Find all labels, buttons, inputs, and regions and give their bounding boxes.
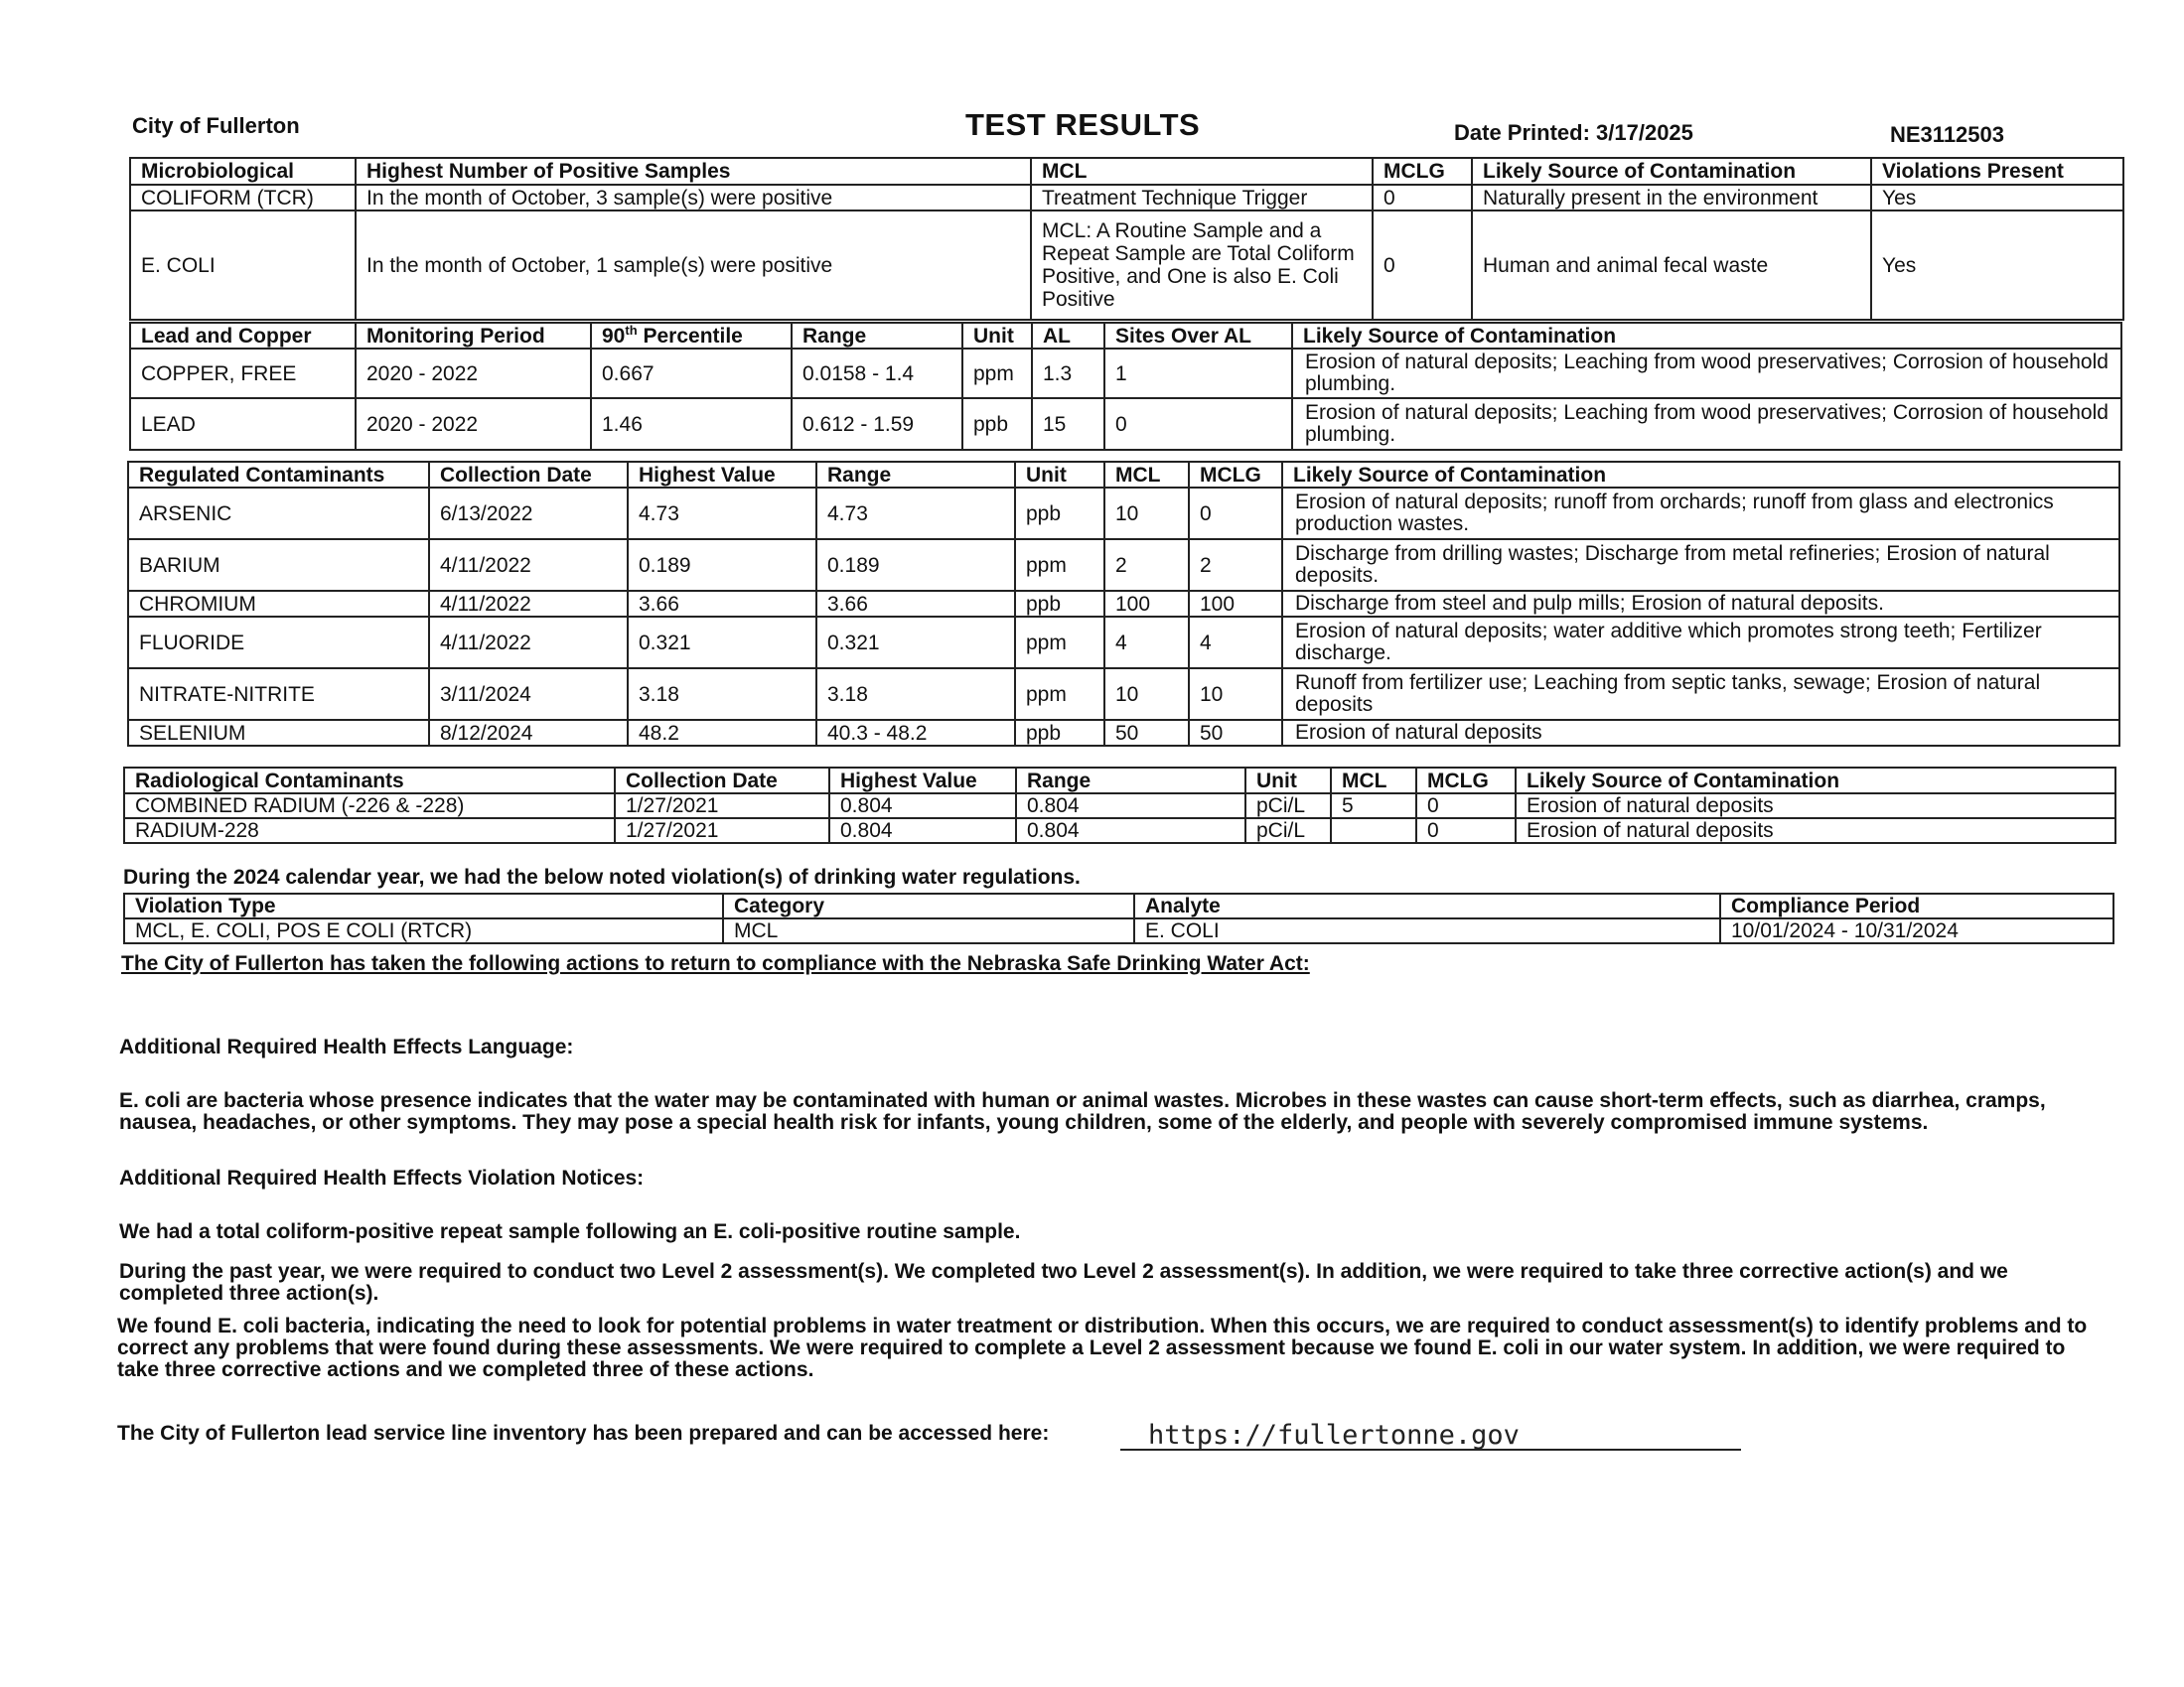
contaminant-name: BARIUM — [128, 539, 429, 591]
col-header: Violation Type — [124, 894, 723, 918]
col-header: Highest Value — [829, 768, 1016, 793]
table-row — [124, 818, 2115, 843]
source-cell: Erosion of natural deposits; runoff from orchards; runoff from glass and electronics production wastes. — [1282, 488, 2119, 539]
violations-table — [123, 893, 2114, 944]
mcl-value: 10 — [1104, 488, 1189, 539]
mclg-value: 0 — [1416, 793, 1516, 818]
collection-date: 3/11/2024 — [429, 668, 628, 720]
positive-samples: In the month of October, 3 sample(s) were positive — [356, 185, 1031, 211]
col-header — [591, 323, 792, 349]
contaminant-name: RADIUM-228 — [124, 818, 615, 843]
percentile-value: 0.667 — [591, 349, 792, 398]
percentile-number: 90 — [602, 324, 626, 348]
col-header: Radiological Contaminants — [124, 768, 615, 793]
health-language-heading: Additional Required Health Effects Language: — [119, 1036, 574, 1058]
col-header: Likely Source of Contamination — [1472, 158, 1871, 185]
range-value: 0.321 — [816, 617, 1015, 668]
table-row — [130, 349, 2121, 398]
table-row — [128, 668, 2119, 720]
table-row — [130, 185, 2123, 211]
highest-value: 0.321 — [628, 617, 816, 668]
compliance-period: 10/01/2024 - 10/31/2024 — [1720, 918, 2113, 943]
highest-value: 48.2 — [628, 720, 816, 746]
col-header: Unit — [962, 323, 1032, 349]
highest-value: 0.189 — [628, 539, 816, 591]
range-value: 0.0158 - 1.4 — [792, 349, 962, 398]
col-header: MCL — [1331, 768, 1416, 793]
contaminant-name: CHROMIUM — [128, 591, 429, 617]
col-header: Range — [1016, 768, 1245, 793]
level2-paragraph: During the past year, we were required to conduct two Level 2 assessment(s). We completed two Level 2 assessment(s). In addition, we were required to take three corrective action(s) and we completed three action(s). — [119, 1260, 2008, 1305]
violation-category: MCL — [723, 918, 1134, 943]
al-value: 1.3 — [1032, 349, 1104, 398]
sites-over-al: 1 — [1104, 349, 1292, 398]
col-header: Collection Date — [615, 768, 829, 793]
mcl-value: 4 — [1104, 617, 1189, 668]
source-cell: Erosion of natural deposits — [1516, 818, 2115, 843]
contaminant-name: COLIFORM (TCR) — [130, 185, 356, 211]
mcl-value: 2 — [1104, 539, 1189, 591]
system-id: NE3112503 — [1890, 122, 2004, 147]
monitoring-period: 2020 - 2022 — [356, 349, 591, 398]
collection-date: 6/13/2022 — [429, 488, 628, 539]
col-header: Sites Over AL — [1104, 323, 1292, 349]
al-value: 15 — [1032, 398, 1104, 450]
violations-intro: During the 2024 calendar year, we had the below noted violation(s) of drinking water regulations. — [123, 866, 1081, 889]
collection-date: 1/27/2021 — [615, 793, 829, 818]
contaminant-name: FLUORIDE — [128, 617, 429, 668]
source-cell: Erosion of natural deposits; Leaching from wood preservatives; Corrosion of household plumbing. — [1292, 398, 2121, 450]
violation-cell: Yes — [1871, 211, 2123, 320]
table-row — [130, 211, 2123, 320]
mclg-value: 50 — [1189, 720, 1282, 746]
table-row — [128, 591, 2119, 617]
col-header: MCLG — [1189, 462, 1282, 488]
collection-date: 1/27/2021 — [615, 818, 829, 843]
mcl-value — [1331, 818, 1416, 843]
col-header: Likely Source of Contamination — [1516, 768, 2115, 793]
highest-value: 0.804 — [829, 818, 1016, 843]
source-cell: Erosion of natural deposits; Leaching from wood preservatives; Corrosion of household plumbing. — [1292, 349, 2121, 398]
source-cell: Discharge from drilling wastes; Discharge from metal refineries; Erosion of natural deposits. — [1282, 539, 2119, 591]
range-value: 4.73 — [816, 488, 1015, 539]
actions-intro: The City of Fullerton has taken the following actions to return to compliance with the Nebraska Safe Drinking Water Act: — [121, 952, 1310, 975]
highest-value: 4.73 — [628, 488, 816, 539]
city-name: City of Fullerton — [132, 113, 300, 138]
date-printed: Date Printed: 3/17/2025 — [1454, 120, 1693, 145]
col-header: Collection Date — [429, 462, 628, 488]
unit-value: pCi/L — [1245, 793, 1331, 818]
mclg-value: 0 — [1416, 818, 1516, 843]
violation-cell: Yes — [1871, 185, 2123, 211]
col-header: Analyte — [1134, 894, 1720, 918]
contaminant-name: NITRATE-NITRITE — [128, 668, 429, 720]
mclg-value: 100 — [1189, 591, 1282, 617]
violation-type: MCL, E. COLI, POS E COLI (RTCR) — [124, 918, 723, 943]
col-header: Highest Number of Positive Samples — [356, 158, 1031, 185]
collection-date: 4/11/2022 — [429, 591, 628, 617]
table-row — [128, 488, 2119, 539]
col-header: AL — [1032, 323, 1104, 349]
positive-samples: In the month of October, 1 sample(s) were positive — [356, 211, 1031, 320]
unit-value: ppb — [1015, 720, 1104, 746]
range-value: 0.612 - 1.59 — [792, 398, 962, 450]
col-header: MCLG — [1416, 768, 1516, 793]
col-header: Range — [792, 323, 962, 349]
unit-value: ppm — [1015, 668, 1104, 720]
contaminant-name: ARSENIC — [128, 488, 429, 539]
col-header: Range — [816, 462, 1015, 488]
col-header: Lead and Copper — [130, 323, 356, 349]
unit-value: ppm — [1015, 539, 1104, 591]
range-value: 0.189 — [816, 539, 1015, 591]
col-header: Unit — [1015, 462, 1104, 488]
col-header: Likely Source of Contamination — [1292, 323, 2121, 349]
mcl-value: MCL: A Routine Sample and a Repeat Sample are Total Coliform Positive, and One is also E. Coli Positive — [1031, 211, 1373, 320]
mclg-value: 4 — [1189, 617, 1282, 668]
page-title: TEST RESULTS — [965, 107, 1201, 142]
col-header: Likely Source of Contamination — [1282, 462, 2119, 488]
highest-value: 0.804 — [829, 793, 1016, 818]
col-header: MCL — [1104, 462, 1189, 488]
highest-value: 3.18 — [628, 668, 816, 720]
unit-value: ppb — [1015, 591, 1104, 617]
regulated-contaminants-table — [127, 461, 2120, 747]
contaminant-name: SELENIUM — [128, 720, 429, 746]
radiological-table — [123, 767, 2116, 844]
mclg-value: 0 — [1189, 488, 1282, 539]
source-cell: Erosion of natural deposits — [1282, 720, 2119, 746]
unit-value: ppm — [962, 349, 1032, 398]
col-header: Compliance Period — [1720, 894, 2113, 918]
table-row — [124, 793, 2115, 818]
range-value: 0.804 — [1016, 818, 1245, 843]
table-row — [124, 918, 2113, 943]
mclg-value: 2 — [1189, 539, 1282, 591]
unit-value: ppm — [1015, 617, 1104, 668]
col-header: Monitoring Period — [356, 323, 591, 349]
unit-value: ppb — [1015, 488, 1104, 539]
source-cell: Runoff from fertilizer use; Leaching from septic tanks, sewage; Erosion of natural deposits — [1282, 668, 2119, 720]
repeat-sample-paragraph: We had a total coliform-positive repeat sample following an E. coli-positive routine sample. — [119, 1220, 1021, 1243]
mcl-value: 10 — [1104, 668, 1189, 720]
contaminant-name: COPPER, FREE — [130, 349, 356, 398]
source-cell: Discharge from steel and pulp mills; Erosion of natural deposits. — [1282, 591, 2119, 617]
mcl-value: 100 — [1104, 591, 1189, 617]
ecoli-paragraph: E. coli are bacteria whose presence indicates that the water may be contaminated with human or animal wastes. Microbes in these wastes can cause short-term effects, such as diarrhea, cramps, nausea, headaches, or other symptoms. They may pose a special health risk for infants, young children, some of the elderly, and people with severely compromised immune systems. — [119, 1089, 2046, 1134]
mclg-value: 0 — [1373, 185, 1472, 211]
inventory-text: The City of Fullerton lead service line inventory has been prepared and can be accessed here: — [117, 1422, 1050, 1445]
range-value: 3.18 — [816, 668, 1015, 720]
ecoli-found-paragraph: We found E. coli bacteria, indicating the need to look for potential problems in water treatment or distribution. When this occurs, we are required to conduct assessment(s) to identify problems and to correct any problems that were found during these assessments. We were required to complete a Level 2 assessment because we found E. coli in our water system. In addition, we were required to take three corrective actions and we completed three of these actions. — [117, 1315, 2088, 1381]
source-cell: Erosion of natural deposits; water additive which promotes strong teeth; Fertilizer discharge. — [1282, 617, 2119, 668]
range-value: 3.66 — [816, 591, 1015, 617]
microbiological-table — [129, 157, 2124, 321]
violation-analyte: E. COLI — [1134, 918, 1720, 943]
contaminant-name: COMBINED RADIUM (-226 & -228) — [124, 793, 615, 818]
collection-date: 8/12/2024 — [429, 720, 628, 746]
source-cell: Human and animal fecal waste — [1472, 211, 1871, 320]
mclg-value: 0 — [1373, 211, 1472, 320]
table-row — [128, 720, 2119, 746]
unit-value: pCi/L — [1245, 818, 1331, 843]
unit-value: ppb — [962, 398, 1032, 450]
table-row — [128, 539, 2119, 591]
percentile-value: 1.46 — [591, 398, 792, 450]
percentile-label: Percentile — [637, 324, 743, 348]
percentile-suffix: th — [625, 323, 638, 338]
collection-date: 4/11/2022 — [429, 617, 628, 668]
lead-copper-table — [129, 322, 2122, 451]
contaminant-name: E. COLI — [130, 211, 356, 320]
contaminant-name: LEAD — [130, 398, 356, 450]
inventory-url[interactable]: https://fullertonne.gov — [1120, 1423, 1741, 1451]
col-header: Highest Value — [628, 462, 816, 488]
col-header: Regulated Contaminants — [128, 462, 429, 488]
collection-date: 4/11/2022 — [429, 539, 628, 591]
col-header: MCL — [1031, 158, 1373, 185]
monitoring-period: 2020 - 2022 — [356, 398, 591, 450]
table-row — [128, 617, 2119, 668]
mclg-value: 10 — [1189, 668, 1282, 720]
highest-value: 3.66 — [628, 591, 816, 617]
col-header: Category — [723, 894, 1134, 918]
mcl-value: 5 — [1331, 793, 1416, 818]
mcl-value: 50 — [1104, 720, 1189, 746]
col-header: MCLG — [1373, 158, 1472, 185]
mcl-value: Treatment Technique Trigger — [1031, 185, 1373, 211]
col-header: Violations Present — [1871, 158, 2123, 185]
sites-over-al: 0 — [1104, 398, 1292, 450]
col-header: Microbiological — [130, 158, 356, 185]
table-row — [130, 398, 2121, 450]
violation-notices-heading: Additional Required Health Effects Violation Notices: — [119, 1167, 645, 1190]
source-cell: Naturally present in the environment — [1472, 185, 1871, 211]
range-value: 0.804 — [1016, 793, 1245, 818]
col-header: Unit — [1245, 768, 1331, 793]
range-value: 40.3 - 48.2 — [816, 720, 1015, 746]
source-cell: Erosion of natural deposits — [1516, 793, 2115, 818]
